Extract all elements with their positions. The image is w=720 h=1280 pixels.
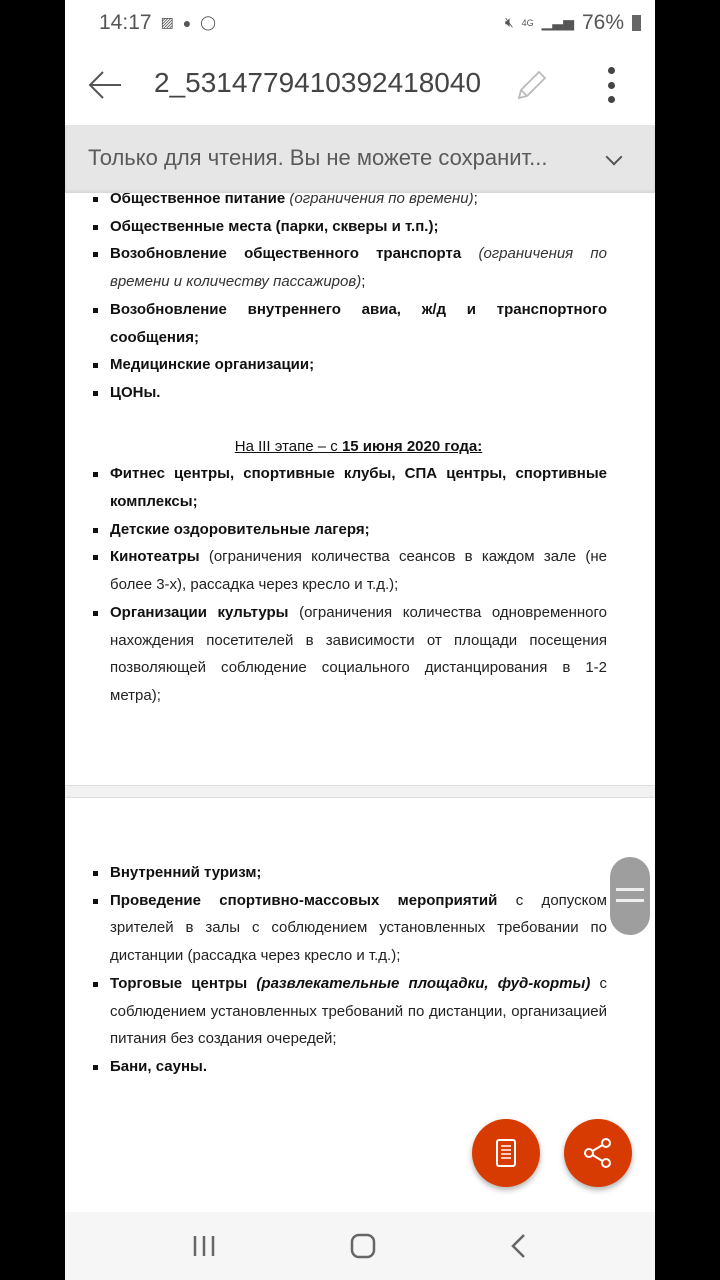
app-window — [65, 0, 655, 1280]
page-2-content — [110, 859, 607, 1081]
list-item: Общественное питание (ограничения по времени); — [110, 193, 607, 213]
toolbar — [65, 45, 655, 125]
back-nav-icon[interactable] — [509, 1233, 529, 1259]
list-item: Возобновление общественного транспорта (ограничения по времени и количеству пассажиров); — [110, 240, 607, 295]
status-bar — [65, 0, 655, 45]
list-item: Детские оздоровительные лагеря; — [110, 516, 607, 544]
reading-mode-button[interactable] — [472, 1119, 540, 1187]
page-1-content — [110, 193, 607, 710]
back-arrow-icon[interactable] — [87, 67, 123, 103]
share-button[interactable] — [564, 1119, 632, 1187]
home-icon[interactable] — [350, 1233, 376, 1259]
document-title: 2_5314779410392418040 — [154, 67, 482, 98]
list-item: Внутренний туризм; — [110, 859, 607, 887]
list-item: Возобновление внутреннего авиа, ж/д и транспортного сообщения; — [110, 296, 607, 351]
document-view[interactable] — [65, 193, 655, 1212]
network-type: 4G — [521, 17, 534, 28]
gallery-icon: ▨ — [160, 14, 174, 30]
recent-apps-icon[interactable] — [191, 1234, 217, 1258]
list-item: Торговые центры (развлекательные площадки, фуд-корты) с соблюдением установленных требований по дистанции, организацией питания без создания очередей; — [110, 970, 607, 1053]
whatsapp-icon: ◯ — [200, 14, 216, 30]
list-item: Кинотеатры (ограничения количества сеансов в каждом зале (не более 3-х), рассадка через кресло и т.д.); — [110, 543, 607, 598]
pencil-icon[interactable] — [513, 67, 549, 103]
signal-icon: ▁▃▅ — [541, 14, 574, 30]
list-item: Бани, сауны. — [110, 1053, 607, 1081]
section-heading: На III этапе – с 15 июня 2020 года: — [234, 437, 483, 455]
shopping-bag-icon: ● — [182, 14, 192, 31]
battery-icon — [632, 15, 641, 31]
page-break — [65, 785, 655, 798]
list-item: Медицинские организации; — [110, 351, 607, 379]
more-options-icon[interactable] — [605, 67, 617, 103]
list-item: Общественные места (парки, скверы и т.п.); — [110, 213, 607, 241]
banner-text: Только для чтения. Вы не можете сохранит... — [88, 145, 548, 170]
scroll-handle[interactable] — [610, 857, 650, 935]
list-item: Фитнес центры, спортивные клубы, СПА центры, спортивные комплексы; — [110, 460, 607, 515]
read-only-banner[interactable] — [65, 125, 655, 193]
battery-percent: 76% — [581, 10, 624, 34]
status-time: 14:17 — [99, 10, 152, 34]
mobile-view-icon — [494, 1138, 518, 1168]
chevron-down-icon[interactable] — [606, 149, 623, 166]
list-item: Проведение спортивно-массовых мероприятий с допуском зрителей в залы с соблюдением установленных требовании по дистанции (рассадка через кресло и т.д.); — [110, 887, 607, 970]
list-item: Организации культуры (ограничения количества одновременного нахождения посетителей в зависимости от площади посещения позволяющей соблюдение социального дистанцирования в 1-2 метра); — [110, 599, 607, 710]
share-icon — [581, 1136, 615, 1170]
list-item: ЦОНы. — [110, 379, 607, 407]
system-nav-bar — [65, 1212, 655, 1280]
mute-icon: 🔇︎ — [504, 14, 514, 30]
